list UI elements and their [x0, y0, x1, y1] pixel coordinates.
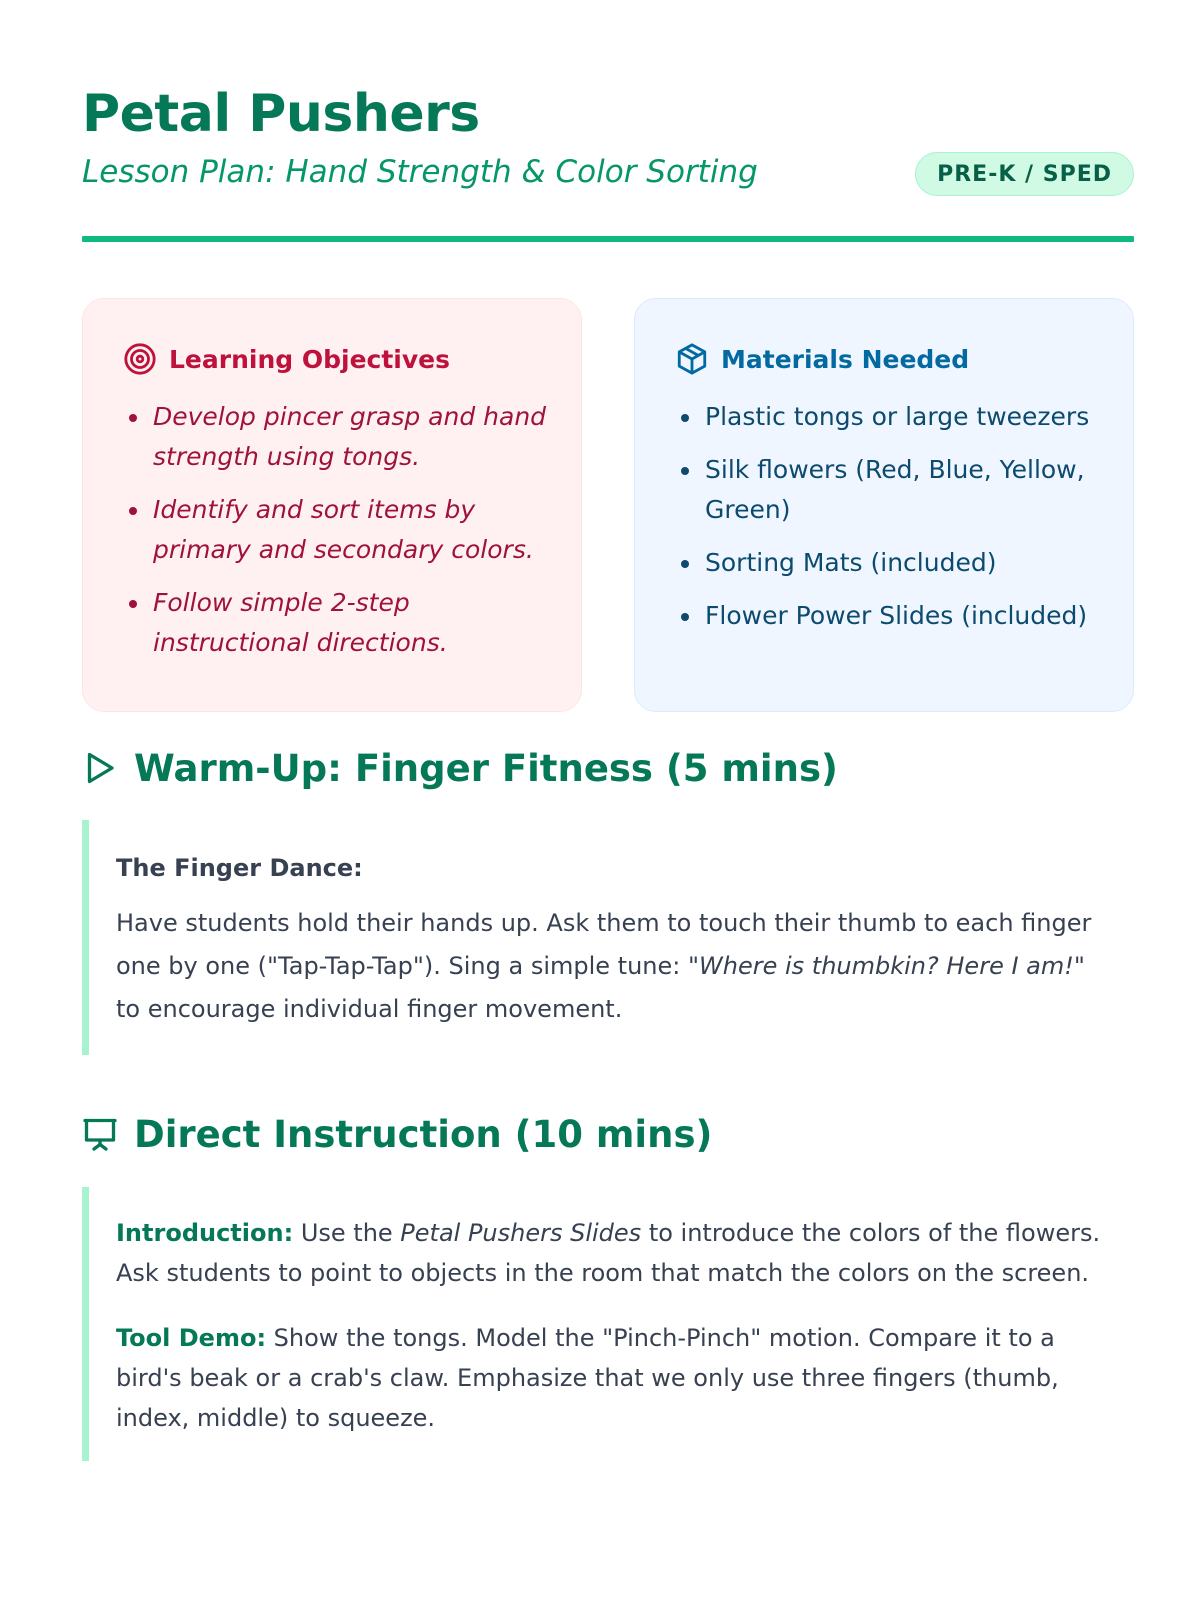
introduction-text-start: Use the: [293, 1219, 401, 1247]
grade-level-badge: PRE-K / SPED: [915, 152, 1134, 196]
instruction-title: Direct Instruction (10 mins): [134, 1112, 713, 1156]
list-item: Develop pincer grasp and hand strength using tongs.: [123, 397, 551, 477]
warmup-text: [116, 902, 1114, 1031]
overview-cards: [82, 298, 1134, 712]
lesson-plan-page: [82, 78, 1134, 1432]
materials-needed-card: [634, 298, 1134, 712]
tool-demo-paragraph: [116, 1318, 1114, 1438]
materials-title: Materials Needed: [721, 344, 970, 374]
instruction-block: [82, 1187, 1134, 1461]
list-item: Follow simple 2-step instructional directions.: [123, 583, 551, 663]
introduction-paragraph: [116, 1213, 1114, 1293]
play-icon: [82, 750, 118, 786]
list-item: Identify and sort items by primary and secondary colors.: [123, 490, 551, 570]
objectives-header: [123, 339, 551, 379]
objectives-list: [123, 397, 551, 663]
package-icon: [675, 342, 709, 376]
list-item: Plastic tongs or large tweezers: [675, 397, 1103, 437]
page-title: Petal Pushers: [82, 84, 480, 144]
warmup-block: [82, 820, 1134, 1055]
tool-demo-label: Tool Demo:: [116, 1324, 267, 1352]
list-item: Flower Power Slides (included): [675, 596, 1103, 636]
instruction-heading: [82, 1109, 712, 1159]
materials-header: [675, 339, 1103, 379]
warmup-title: Warm-Up: Finger Fitness (5 mins): [134, 746, 838, 790]
warmup-text-end: to encourage individual finger movement.: [116, 995, 623, 1023]
page-subtitle: Lesson Plan: Hand Strength & Color Sorting: [82, 154, 758, 190]
warmup-quote: "Where is thumbkin? Here I am!": [687, 952, 1085, 980]
objectives-title: Learning Objectives: [169, 344, 450, 374]
target-icon: [123, 342, 157, 376]
introduction-text-end: to introduce the colors of the flowers. Ask students to point to objects in the room that match the colors on the screen.: [116, 1219, 1101, 1287]
list-item: Sorting Mats (included): [675, 543, 1103, 583]
tool-demo-text: Show the tongs. Model the "Pinch-Pinch" motion. Compare it to a bird's beak or a crab's claw. Emphasize that we only use three fingers (thumb, index, middle) to squeeze.: [116, 1324, 1059, 1432]
list-item: Silk flowers (Red, Blue, Yellow, Green): [675, 450, 1103, 530]
warmup-lead: The Finger Dance:: [116, 854, 363, 882]
learning-objectives-card: [82, 298, 582, 712]
introduction-label: Introduction:: [116, 1219, 294, 1247]
warmup-heading: [82, 743, 838, 793]
presentation-icon: [82, 1116, 118, 1152]
materials-list: [675, 397, 1103, 636]
header-divider: [82, 236, 1134, 242]
warmup-text-start: Have students hold their hands up. Ask them to touch their thumb to each finger one by one ("Tap-Tap-Tap"). Sing a simple tune:: [116, 909, 1092, 980]
lesson-header: [82, 78, 1134, 242]
slides-reference: Petal Pushers Slides: [400, 1219, 642, 1247]
